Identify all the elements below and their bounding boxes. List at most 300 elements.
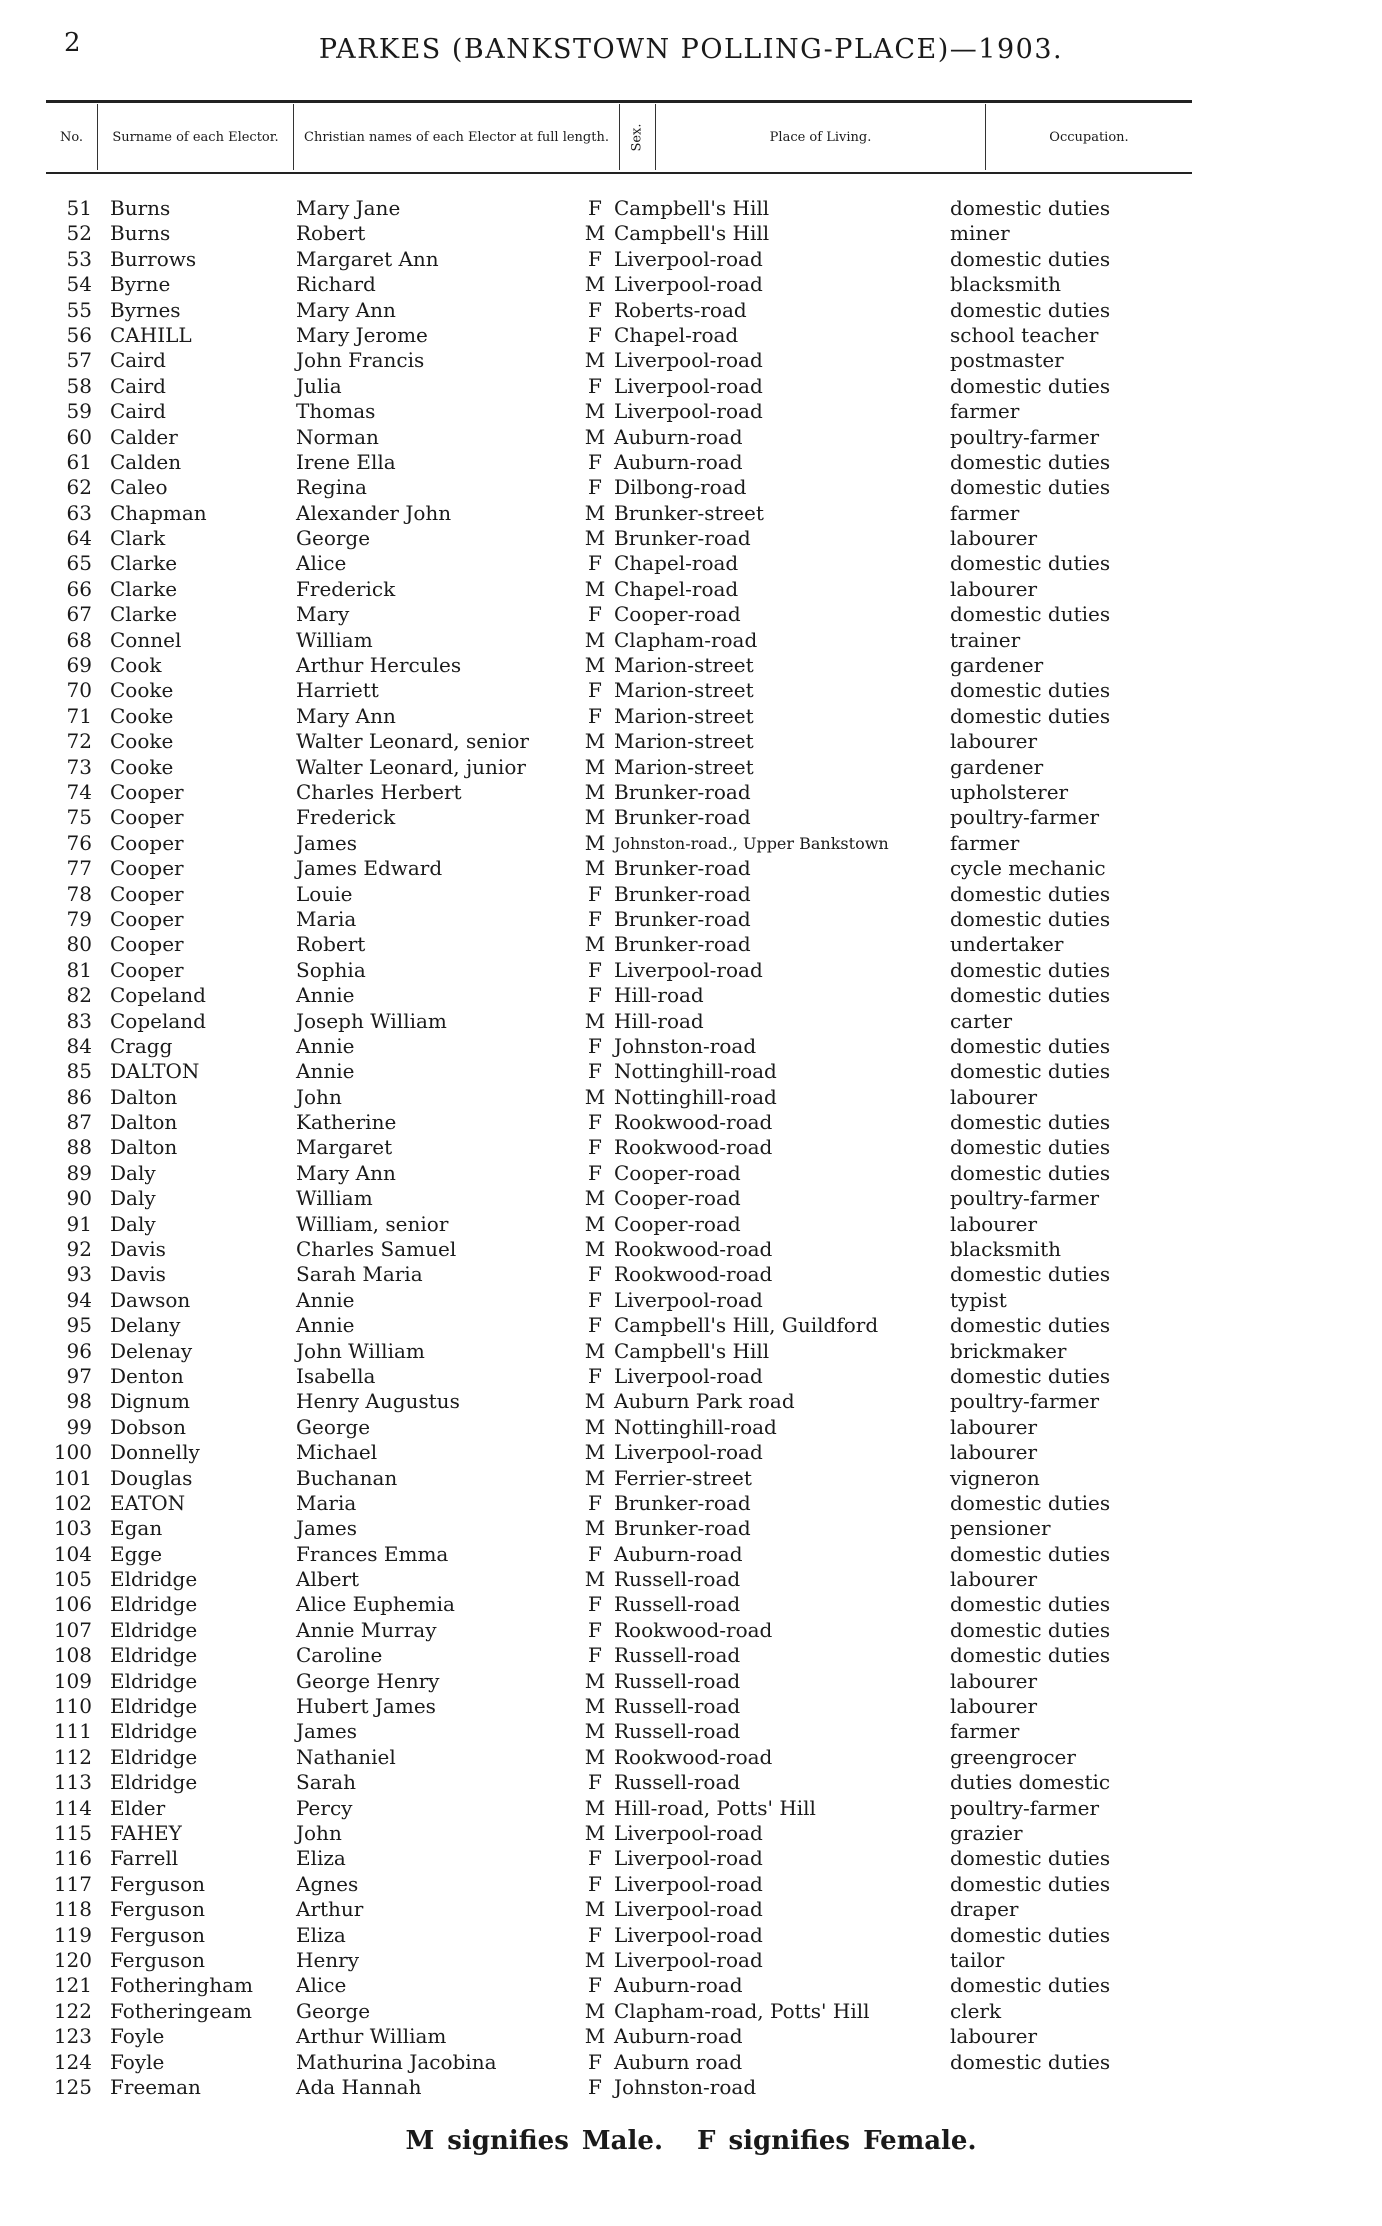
elector-row	[0, 907, 1382, 932]
elector-row	[0, 1288, 1382, 1313]
elector-row	[0, 1770, 1382, 1795]
elector-place-of-living: Brunker-road	[614, 526, 751, 551]
elector-surname: Caird	[110, 373, 166, 398]
elector-occupation: domestic duties	[950, 1110, 1111, 1135]
elector-place-of-living: Brunker-road	[614, 1516, 751, 1541]
elector-surname: Byrne	[110, 272, 171, 297]
elector-surname: Caird	[110, 399, 166, 424]
elector-christian-names: Charles Samuel	[296, 1237, 457, 1262]
elector-surname: Ferguson	[110, 1897, 206, 1922]
elector-sex: M	[584, 1414, 606, 1439]
elector-place-of-living: Rookwood-road	[614, 1237, 773, 1262]
elector-row	[0, 221, 1382, 246]
elector-christian-names: Sarah	[296, 1770, 356, 1795]
elector-row	[0, 1999, 1382, 2024]
elector-place-of-living: Liverpool-road	[614, 1947, 763, 1972]
elector-occupation: labourer	[950, 2024, 1038, 2049]
elector-row	[0, 1948, 1382, 1973]
elector-sex: M	[584, 2024, 606, 2049]
elector-occupation: pensioner	[950, 1516, 1051, 1541]
elector-surname: FAHEY	[110, 1821, 182, 1845]
elector-christian-names: George Henry	[296, 1668, 440, 1693]
elector-surname: Eldridge	[110, 1744, 198, 1769]
elector-number: 87	[66, 1110, 92, 1135]
elector-sex: M	[584, 1465, 606, 1490]
elector-row	[0, 577, 1382, 602]
elector-christian-names: Caroline	[296, 1643, 383, 1668]
elector-place-of-living: Liverpool-road	[614, 1922, 763, 1947]
elector-surname: Eldridge	[110, 1668, 198, 1693]
elector-surname: Cooke	[110, 703, 174, 728]
elector-row	[0, 882, 1382, 907]
elector-number: 66	[66, 576, 92, 601]
elector-surname: Ferguson	[110, 1947, 206, 1972]
elector-christian-names: William	[296, 1186, 373, 1211]
elector-number: 54	[66, 272, 92, 297]
elector-place-of-living: Liverpool-road	[614, 1363, 763, 1388]
elector-number: 113	[53, 1770, 92, 1795]
elector-sex: M	[584, 856, 606, 881]
elector-occupation: domestic duties	[950, 957, 1111, 982]
elector-row	[0, 653, 1382, 678]
elector-christian-names: Arthur Hercules	[296, 653, 462, 678]
elector-number: 107	[53, 1617, 92, 1642]
elector-row	[0, 1135, 1382, 1160]
elector-place-of-living: Campbell's Hill	[614, 196, 770, 220]
elector-occupation: domestic duties	[950, 906, 1111, 931]
elector-number: 71	[66, 703, 92, 728]
elector-place-of-living: Russell-road	[614, 1719, 741, 1744]
elector-place-of-living: Liverpool-road	[614, 957, 763, 982]
elector-sex: M	[584, 1744, 606, 1769]
elector-number: 61	[66, 449, 92, 474]
elector-place-of-living: Liverpool-road	[614, 1287, 763, 1312]
elector-sex: M	[584, 653, 606, 678]
elector-occupation: carter	[950, 1008, 1013, 1033]
elector-occupation: domestic duties	[950, 449, 1111, 474]
elector-surname: Foyle	[110, 2024, 165, 2049]
elector-number: 56	[66, 322, 92, 347]
elector-row	[0, 425, 1382, 450]
elector-christian-names: George	[296, 1414, 371, 1439]
elector-place-of-living: Cooper-road	[614, 1186, 741, 1211]
elector-row	[0, 932, 1382, 957]
elector-christian-names: Thomas	[296, 399, 376, 424]
elector-row	[0, 958, 1382, 983]
elector-sex: F	[588, 678, 602, 703]
elector-christian-names: William, senior	[296, 1211, 449, 1236]
elector-number: 76	[66, 830, 92, 855]
elector-occupation: undertaker	[950, 932, 1064, 957]
elector-number: 78	[66, 881, 92, 906]
column-header-sex	[620, 104, 656, 170]
elector-surname: Daly	[110, 1160, 156, 1185]
elector-christian-names: Mary Ann	[296, 297, 396, 322]
elector-surname: Eldridge	[110, 1567, 198, 1592]
elector-sex: M	[584, 1947, 606, 1972]
elector-place-of-living: Johnston-road	[614, 1033, 757, 1058]
elector-surname: Ferguson	[110, 1871, 206, 1896]
elector-christian-names: Buchanan	[296, 1465, 398, 1490]
elector-number: 121	[53, 1973, 92, 1998]
elector-place-of-living: Russell-road	[614, 1643, 741, 1668]
elector-place-of-living: Liverpool-road	[614, 1846, 763, 1871]
elector-row	[0, 450, 1382, 475]
elector-occupation: clerk	[950, 1998, 1002, 2023]
elector-christian-names: Norman	[296, 424, 379, 449]
elector-number: 74	[66, 779, 92, 804]
elector-christian-names: Regina	[296, 475, 367, 500]
elector-christian-names: Robert	[296, 221, 366, 246]
elector-sex: F	[588, 297, 602, 322]
elector-surname: Egan	[110, 1516, 163, 1541]
elector-row	[0, 1009, 1382, 1034]
elector-number: 112	[53, 1744, 92, 1769]
elector-row	[0, 602, 1382, 627]
elector-surname: Calder	[110, 424, 178, 449]
elector-surname: Fotheringham	[110, 1973, 253, 1998]
elector-place-of-living: Campbell's Hill, Guildford	[614, 1313, 879, 1338]
elector-row	[0, 1821, 1382, 1846]
elector-place-of-living: Brunker-road	[614, 932, 751, 957]
elector-surname: Caird	[110, 348, 166, 373]
elector-sex: M	[584, 1998, 606, 2023]
elector-surname: Copeland	[110, 983, 206, 1008]
elector-row	[0, 1313, 1382, 1338]
elector-row	[0, 1339, 1382, 1364]
elector-row	[0, 1237, 1382, 1262]
elector-row	[0, 1491, 1382, 1516]
elector-sex: F	[588, 246, 602, 271]
elector-row	[0, 1542, 1382, 1567]
elector-christian-names: Mary Jane	[296, 196, 401, 220]
elector-occupation: domestic duties	[950, 1846, 1111, 1871]
elector-christian-names: Annie	[296, 1059, 355, 1084]
elector-place-of-living: Ferrier-street	[614, 1465, 752, 1490]
elector-surname: Cooke	[110, 729, 174, 754]
elector-row	[0, 1897, 1382, 1922]
elector-surname: Eldridge	[110, 1694, 198, 1719]
elector-number: 98	[66, 1389, 92, 1414]
elector-occupation: typist	[950, 1287, 1007, 1312]
elector-sex: F	[588, 1059, 602, 1084]
elector-sex: M	[584, 348, 606, 373]
elector-place-of-living: Hill-road, Potts' Hill	[614, 1795, 816, 1820]
elector-number: 62	[66, 475, 92, 500]
elector-sex: M	[584, 1821, 606, 1845]
elector-occupation: domestic duties	[950, 2049, 1111, 2074]
elector-place-of-living: Liverpool-road	[614, 348, 763, 373]
elector-occupation: labourer	[950, 1440, 1038, 1465]
elector-row	[0, 1212, 1382, 1237]
elector-surname: Chapman	[110, 500, 207, 525]
elector-number: 91	[66, 1211, 92, 1236]
elector-surname: Cooper	[110, 932, 184, 957]
elector-christian-names: Hubert James	[296, 1694, 436, 1719]
elector-surname: Delany	[110, 1313, 181, 1338]
elector-number: 68	[66, 627, 92, 652]
elector-surname: Dalton	[110, 1135, 178, 1160]
elector-surname: Fotheringeam	[110, 1998, 252, 2023]
elector-christian-names: Alexander John	[296, 500, 452, 525]
elector-place-of-living: Clapham-road, Potts' Hill	[614, 1998, 870, 2023]
elector-row	[0, 551, 1382, 576]
elector-place-of-living: Marion-street	[614, 678, 754, 703]
elector-place-of-living: Nottinghill-road	[614, 1414, 777, 1439]
elector-occupation: brickmaker	[950, 1338, 1067, 1363]
elector-number: 106	[53, 1592, 92, 1617]
elector-number: 64	[66, 526, 92, 551]
elector-surname: Daly	[110, 1186, 156, 1211]
elector-number: 119	[53, 1922, 92, 1947]
elector-row	[0, 1364, 1382, 1389]
elector-occupation: domestic duties	[950, 1871, 1111, 1896]
elector-christian-names: Agnes	[296, 1871, 359, 1896]
elector-occupation: labourer	[950, 526, 1038, 551]
elector-number: 63	[66, 500, 92, 525]
elector-number: 109	[53, 1668, 92, 1693]
elector-christian-names: Charles Herbert	[296, 779, 462, 804]
elector-number: 103	[53, 1516, 92, 1541]
elector-christian-names: Sarah Maria	[296, 1262, 423, 1287]
elector-sex: M	[584, 576, 606, 601]
elector-surname: Copeland	[110, 1008, 206, 1033]
elector-occupation: domestic duties	[950, 1262, 1111, 1287]
elector-surname: Clark	[110, 526, 166, 551]
elector-christian-names: Maria	[296, 1490, 357, 1515]
elector-christian-names: Annie Murray	[296, 1617, 437, 1642]
elector-occupation: tailor	[950, 1947, 1005, 1972]
elector-row	[0, 1389, 1382, 1414]
elector-surname: Donnelly	[110, 1440, 200, 1465]
elector-occupation: domestic duties	[950, 1922, 1111, 1947]
electors-list	[0, 196, 1382, 2100]
elector-christian-names: Sophia	[296, 957, 366, 982]
elector-christian-names: Michael	[296, 1440, 378, 1465]
elector-number: 51	[66, 196, 92, 220]
elector-surname: CAHILL	[110, 322, 192, 347]
elector-surname: Clarke	[110, 602, 178, 627]
elector-surname: Clarke	[110, 551, 178, 576]
elector-sex: M	[584, 1237, 606, 1262]
elector-row	[0, 755, 1382, 780]
elector-place-of-living: Dilbong-road	[614, 475, 747, 500]
elector-row	[0, 2075, 1382, 2100]
elector-sex: F	[588, 1541, 602, 1566]
elector-place-of-living: Rookwood-road	[614, 1110, 773, 1135]
elector-surname: Eldridge	[110, 1592, 198, 1617]
elector-number: 123	[53, 2024, 92, 2049]
elector-occupation: school teacher	[950, 322, 1099, 347]
elector-number: 92	[66, 1237, 92, 1262]
elector-place-of-living: Cooper-road	[614, 1160, 741, 1185]
elector-place-of-living: Brunker-road	[614, 1490, 751, 1515]
elector-number: 120	[53, 1947, 92, 1972]
elector-place-of-living: Rookwood-road	[614, 1617, 773, 1642]
elector-sex: M	[584, 1795, 606, 1820]
elector-sex: F	[588, 196, 602, 220]
elector-occupation: domestic duties	[950, 1490, 1111, 1515]
elector-christian-names: Alice Euphemia	[296, 1592, 455, 1617]
elector-number: 105	[53, 1567, 92, 1592]
elector-christian-names: George	[296, 1998, 371, 2023]
elector-christian-names: Alice	[296, 551, 347, 576]
elector-christian-names: Maria	[296, 906, 357, 931]
elector-place-of-living: Marion-street	[614, 729, 754, 754]
elector-sex: M	[584, 1897, 606, 1922]
elector-occupation: domestic duties	[950, 1592, 1111, 1617]
elector-christian-names: Walter Leonard, senior	[296, 729, 529, 754]
elector-christian-names: James	[296, 830, 358, 855]
elector-place-of-living: Marion-street	[614, 754, 754, 779]
elector-occupation: greengrocer	[950, 1744, 1076, 1769]
elector-surname: Cooper	[110, 779, 184, 804]
elector-christian-names: Henry Augustus	[296, 1389, 460, 1414]
elector-place-of-living: Hill-road	[614, 1008, 704, 1033]
elector-number: 117	[53, 1871, 92, 1896]
elector-surname: Cooper	[110, 906, 184, 931]
elector-number: 116	[53, 1846, 92, 1871]
elector-christian-names: Margaret Ann	[296, 246, 439, 271]
elector-occupation: domestic duties	[950, 1643, 1111, 1668]
elector-row	[0, 1796, 1382, 1821]
elector-place-of-living: Brunker-street	[614, 500, 764, 525]
elector-christian-names: Arthur William	[296, 2024, 447, 2049]
elector-occupation: domestic duties	[950, 373, 1111, 398]
elector-number: 104	[53, 1541, 92, 1566]
elector-row	[0, 704, 1382, 729]
elector-sex: F	[588, 1135, 602, 1160]
elector-surname: Eldridge	[110, 1617, 198, 1642]
elector-number: 99	[66, 1414, 92, 1439]
elector-christian-names: Annie	[296, 1033, 355, 1058]
elector-christian-names: Richard	[296, 272, 376, 297]
elector-christian-names: William	[296, 627, 373, 652]
elector-place-of-living: Cooper-road	[614, 1211, 741, 1236]
elector-sex: F	[588, 1617, 602, 1642]
elector-number: 90	[66, 1186, 92, 1211]
elector-row	[0, 1161, 1382, 1186]
elector-surname: Egge	[110, 1541, 163, 1566]
elector-surname: DALTON	[110, 1059, 200, 1084]
elector-place-of-living: Auburn-road	[614, 424, 743, 449]
elector-christian-names: James	[296, 1516, 358, 1541]
elector-sex: M	[584, 805, 606, 830]
elector-sex: M	[584, 1694, 606, 1719]
elector-christian-names: Mary	[296, 602, 350, 627]
elector-surname: Foyle	[110, 2049, 165, 2074]
elector-sex: F	[588, 1770, 602, 1795]
elector-sex: M	[584, 500, 606, 525]
elector-occupation: vigneron	[950, 1465, 1040, 1490]
elector-sex: M	[584, 1440, 606, 1465]
elector-number: 118	[53, 1897, 92, 1922]
elector-place-of-living: Auburn-road	[614, 2024, 743, 2049]
elector-number: 100	[53, 1440, 92, 1465]
elector-place-of-living: Rookwood-road	[614, 1262, 773, 1287]
column-header-row	[46, 104, 1192, 170]
column-header-place: Place of Living.	[656, 104, 986, 170]
elector-surname: Cooper	[110, 957, 184, 982]
elector-occupation: domestic duties	[950, 703, 1111, 728]
elector-row	[0, 856, 1382, 881]
elector-surname: Eldridge	[110, 1643, 198, 1668]
elector-surname: Davis	[110, 1262, 166, 1287]
elector-sex: F	[588, 983, 602, 1008]
elector-row	[0, 1872, 1382, 1897]
elector-row	[0, 1745, 1382, 1770]
elector-christian-names: Louie	[296, 881, 353, 906]
elector-occupation: domestic duties	[950, 1617, 1111, 1642]
elector-row	[0, 348, 1382, 373]
legend-female: F signifies Female.	[697, 2126, 977, 2156]
elector-row	[0, 1846, 1382, 1871]
elector-occupation: labourer	[950, 1414, 1038, 1439]
page-number: 2	[64, 28, 81, 58]
elector-christian-names: Harriett	[296, 678, 379, 703]
elector-surname: EATON	[110, 1490, 186, 1515]
elector-place-of-living: Chapel-road	[614, 322, 739, 347]
elector-place-of-living: Brunker-road	[614, 856, 751, 881]
elector-sex: M	[584, 221, 606, 246]
elector-christian-names: Frederick	[296, 805, 396, 830]
elector-sex: F	[588, 1313, 602, 1338]
elector-christian-names: Annie	[296, 1313, 355, 1338]
elector-surname: Cooper	[110, 856, 184, 881]
elector-occupation: domestic duties	[950, 602, 1111, 627]
elector-number: 96	[66, 1338, 92, 1363]
elector-surname: Cook	[110, 653, 162, 678]
elector-surname: Daly	[110, 1211, 156, 1236]
elector-number: 111	[53, 1719, 92, 1744]
elector-sex: F	[588, 1262, 602, 1287]
elector-sex: F	[588, 551, 602, 576]
elector-christian-names: Frances Emma	[296, 1541, 449, 1566]
page-title: PARKES (BANKSTOWN POLLING-PLACE)—1903.	[318, 34, 1064, 65]
elector-surname: Douglas	[110, 1465, 193, 1490]
elector-row	[0, 1643, 1382, 1668]
elector-occupation: poultry-farmer	[950, 1389, 1100, 1414]
elector-christian-names: Walter Leonard, junior	[296, 754, 526, 779]
elector-row	[0, 196, 1382, 221]
elector-surname: Cooper	[110, 805, 184, 830]
elector-surname: Eldridge	[110, 1719, 198, 1744]
elector-occupation: domestic duties	[950, 246, 1111, 271]
elector-row	[0, 1694, 1382, 1719]
elector-christian-names: Robert	[296, 932, 366, 957]
elector-row	[0, 1440, 1382, 1465]
elector-place-of-living: Cooper-road	[614, 602, 741, 627]
elector-place-of-living: Auburn Park road	[614, 1389, 795, 1414]
elector-christian-names: George	[296, 526, 371, 551]
elector-number: 102	[53, 1490, 92, 1515]
elector-number: 58	[66, 373, 92, 398]
elector-surname: Eldridge	[110, 1770, 198, 1795]
elector-sex: F	[588, 1490, 602, 1515]
elector-number: 75	[66, 805, 92, 830]
elector-place-of-living: Liverpool-road	[614, 272, 763, 297]
elector-row	[0, 1516, 1382, 1541]
elector-occupation: domestic duties	[950, 881, 1111, 906]
elector-christian-names: Albert	[296, 1567, 360, 1592]
sex-legend	[0, 2126, 1382, 2156]
elector-number: 97	[66, 1363, 92, 1388]
elector-row	[0, 1466, 1382, 1491]
elector-place-of-living: Liverpool-road	[614, 399, 763, 424]
elector-sex: M	[584, 1719, 606, 1744]
elector-christian-names: Julia	[296, 373, 342, 398]
elector-number: 84	[66, 1033, 92, 1058]
